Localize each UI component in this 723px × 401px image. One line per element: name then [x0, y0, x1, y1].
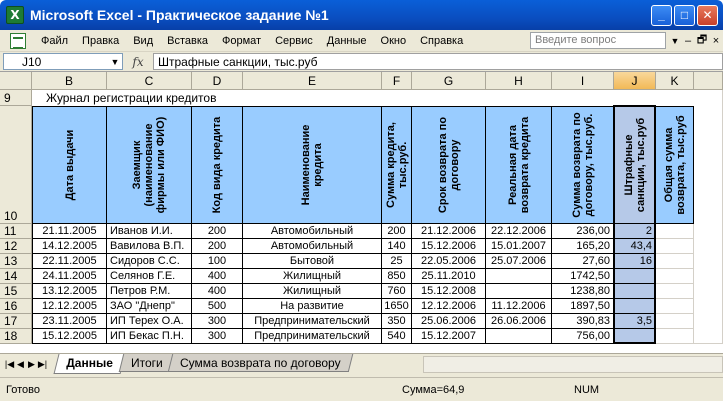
table-cell[interactable]: 24.11.2005 [32, 269, 107, 284]
select-all-corner[interactable] [0, 72, 32, 90]
table-cell[interactable]: 15.01.2007 [486, 239, 552, 254]
last-sheet-icon[interactable]: ▶| [37, 359, 48, 369]
table-cell[interactable] [656, 299, 694, 314]
table-cell[interactable]: ЗАО "Днепр" [107, 299, 192, 314]
table-cell[interactable]: Вавилова В.П. [107, 239, 192, 254]
formula-bar [0, 52, 723, 72]
table-cell[interactable] [486, 284, 552, 299]
menu-format[interactable]: Формат [222, 34, 262, 47]
table-cell[interactable] [614, 284, 656, 299]
table-cell[interactable]: 2 [614, 224, 656, 239]
table-cell[interactable]: 400 [192, 284, 243, 299]
header-text: Дата выдачи [63, 129, 76, 201]
header-cell-d[interactable] [192, 106, 243, 224]
header-text: Сумма возврата по договору, тыс.руб. [570, 112, 595, 218]
table-cell[interactable]: 43,4 [614, 239, 656, 254]
header-cell-i[interactable] [552, 106, 614, 224]
table-cell[interactable]: 165,20 [552, 239, 614, 254]
menu-tools[interactable]: Сервис [275, 34, 313, 47]
table-cell[interactable]: 23.11.2005 [32, 314, 107, 329]
table-cell[interactable]: 12.12.2006 [412, 299, 486, 314]
table-cell[interactable]: Автомобильный [243, 224, 382, 239]
sheet-tab-data[interactable]: Данные [54, 354, 126, 374]
table-cell[interactable]: 25.11.2010 [412, 269, 486, 284]
workbook-icon[interactable] [10, 33, 26, 49]
table-cell[interactable]: 850 [382, 269, 412, 284]
header-cell-g[interactable] [412, 106, 486, 224]
table-cell[interactable]: 200 [192, 239, 243, 254]
table-cell[interactable] [656, 269, 694, 284]
header-cell-h[interactable] [486, 106, 552, 224]
table-cell[interactable] [614, 329, 656, 344]
worksheet-grid[interactable] [0, 72, 723, 353]
table-cell[interactable]: ИП Бекас П.Н. [107, 329, 192, 344]
header-cell-f[interactable] [382, 106, 412, 224]
table-cell[interactable]: Предпринимательский [243, 329, 382, 344]
table-cell[interactable]: 13.12.2005 [32, 284, 107, 299]
table-cell[interactable] [656, 224, 694, 239]
horizontal-scrollbar[interactable] [423, 356, 723, 373]
table-cell[interactable]: 200 [382, 224, 412, 239]
status-sum: Сумма=64,9 [402, 383, 465, 396]
menu-view[interactable]: Вид [133, 34, 154, 47]
table-cell[interactable]: 350 [382, 314, 412, 329]
table-cell[interactable]: 400 [192, 269, 243, 284]
table-cell[interactable]: Селянов Г.Е. [107, 269, 192, 284]
table-cell[interactable] [656, 284, 694, 299]
table-cell[interactable]: Жилищный [243, 284, 382, 299]
row-header-14[interactable]: 14 [0, 269, 32, 284]
name-box[interactable] [3, 53, 123, 70]
table-cell[interactable]: 1742,50 [552, 269, 614, 284]
column-header-b[interactable]: B [32, 72, 107, 90]
table-cell[interactable]: 16 [614, 254, 656, 269]
doc-minimize-icon[interactable]: – [684, 34, 692, 47]
sheet-tabs-bar [0, 353, 723, 377]
menu-bar [0, 30, 723, 52]
table-cell[interactable]: 540 [382, 329, 412, 344]
table-cell[interactable]: 200 [192, 224, 243, 239]
doc-restore-icon[interactable]: 🗗 [696, 34, 708, 46]
table-cell[interactable]: Бытовой [243, 254, 382, 269]
table-cell[interactable]: На развитие [243, 299, 382, 314]
table-cell[interactable]: 15.12.2005 [32, 329, 107, 344]
table-cell[interactable]: 14.12.2005 [32, 239, 107, 254]
table-cell[interactable] [656, 239, 694, 254]
row-header-13[interactable]: 13 [0, 254, 32, 269]
table-cell[interactable]: 25.07.2006 [486, 254, 552, 269]
table-cell[interactable]: 15.12.2007 [412, 329, 486, 344]
row-header-12[interactable]: 12 [0, 239, 32, 254]
table-cell[interactable]: 21.12.2006 [412, 224, 486, 239]
next-sheet-icon[interactable]: ▶ [28, 359, 35, 369]
table-cell[interactable]: 760 [382, 284, 412, 299]
table-cell[interactable]: 300 [192, 329, 243, 344]
row-header-17[interactable]: 17 [0, 314, 32, 329]
table-cell[interactable] [486, 269, 552, 284]
table-cell[interactable]: 140 [382, 239, 412, 254]
table-cell[interactable]: 236,00 [552, 224, 614, 239]
column-header-k[interactable]: K [656, 72, 694, 90]
title-bar [0, 0, 723, 30]
table-cell[interactable]: Петров Р.М. [107, 284, 192, 299]
column-header-e[interactable]: E [243, 72, 382, 90]
status-num-lock: NUM [574, 383, 600, 396]
help-dropdown-icon[interactable]: ▼ [670, 35, 680, 46]
table-cell[interactable]: 3,5 [614, 314, 656, 329]
header-text: Наименование кредита [300, 124, 324, 206]
name-box-dropdown-icon[interactable]: ▼ [110, 56, 120, 67]
column-header-j[interactable]: J [614, 72, 656, 90]
formula-input[interactable]: Штрафные санкции, тыс.руб [153, 53, 723, 70]
table-cell[interactable]: Иванов И.И. [107, 224, 192, 239]
header-text: Срок возврата по договору [436, 116, 461, 214]
row-header-16[interactable]: 16 [0, 299, 32, 314]
table-cell[interactable]: 22.11.2005 [32, 254, 107, 269]
column-header-g[interactable]: G [412, 72, 486, 90]
header-text: Заемщик (наименование фирмы или ФИО) [131, 116, 167, 214]
close-button[interactable]: ✕ [697, 5, 718, 26]
column-header-d[interactable]: D [192, 72, 243, 90]
first-sheet-icon[interactable]: |◀ [4, 359, 15, 369]
sheet-tab-totals[interactable]: Итоги [118, 354, 174, 372]
table-cell[interactable] [614, 299, 656, 314]
column-header-c[interactable]: C [107, 72, 192, 90]
row-header-9[interactable]: 9 [0, 90, 32, 106]
table-cell[interactable]: 390,83 [552, 314, 614, 329]
sheet-tab-return-sum[interactable]: Сумма возврата по договору [168, 354, 353, 372]
status-ready: Готово [6, 383, 40, 396]
menu-edit[interactable]: Правка [82, 34, 120, 47]
window-title: Microsoft Excel - Практическое задание №1 [30, 7, 329, 23]
column-header-f[interactable]: F [382, 72, 412, 90]
header-cell-e[interactable] [243, 106, 382, 224]
name-box-value: J10 [22, 54, 42, 69]
header-cell-b[interactable] [32, 106, 107, 224]
table-cell[interactable]: 12.12.2005 [32, 299, 107, 314]
row-header-15[interactable]: 15 [0, 284, 32, 299]
menu-file[interactable]: Файл [41, 34, 69, 47]
table-cell[interactable]: ИП Терех О.А. [107, 314, 192, 329]
table-cell[interactable]: 22.12.2006 [486, 224, 552, 239]
column-header-h[interactable]: H [486, 72, 552, 90]
status-bar [0, 377, 723, 401]
table-cell[interactable]: 22.05.2006 [412, 254, 486, 269]
table-cell[interactable]: 21.11.2005 [32, 224, 107, 239]
table-cell[interactable]: 25 [382, 254, 412, 269]
table-cell[interactable]: Жилищный [243, 269, 382, 284]
menu-insert[interactable]: Вставка [167, 34, 209, 47]
table-cell[interactable]: 500 [192, 299, 243, 314]
menu-help[interactable]: Справка [420, 34, 464, 47]
sheet-title: Журнал регистрации кредитов [46, 91, 217, 105]
table-cell[interactable] [656, 254, 694, 269]
header-cell-j[interactable] [614, 106, 656, 224]
header-text: Код вида кредита [211, 116, 223, 214]
table-cell[interactable]: Автомобильный [243, 239, 382, 254]
table-cell[interactable]: 15.12.2008 [412, 284, 486, 299]
table-cell[interactable]: 100 [192, 254, 243, 269]
table-cell[interactable]: Сидоров С.С. [107, 254, 192, 269]
doc-close-icon[interactable]: × [712, 34, 720, 47]
row-header-18[interactable]: 18 [0, 329, 32, 344]
column-header-i[interactable]: I [552, 72, 614, 90]
header-text: Сумма кредита, тыс.руб. [384, 122, 409, 208]
row-header-11[interactable]: 11 [0, 224, 32, 239]
table-cell[interactable]: 25.06.2006 [412, 314, 486, 329]
excel-icon[interactable]: X [6, 6, 24, 24]
table-cell[interactable]: 27,60 [552, 254, 614, 269]
maximize-button[interactable]: □ [674, 5, 695, 26]
minimize-button[interactable]: _ [651, 5, 672, 26]
table-cell[interactable]: 26.06.2006 [486, 314, 552, 329]
table-cell[interactable]: 756,00 [552, 329, 614, 344]
table-cell[interactable] [614, 269, 656, 284]
table-cell[interactable]: 1650 [382, 299, 412, 314]
table-cell[interactable]: 11.12.2006 [486, 299, 552, 314]
table-cell[interactable] [656, 329, 694, 344]
empty-column-edge [694, 90, 723, 344]
table-cell[interactable] [486, 329, 552, 344]
table-cell[interactable]: 1897,50 [552, 299, 614, 314]
table-cell[interactable]: 15.12.2006 [412, 239, 486, 254]
prev-sheet-icon[interactable]: ◀ [17, 359, 24, 369]
table-cell[interactable]: 1238,80 [552, 284, 614, 299]
help-search-input[interactable]: Введите вопрос [530, 32, 666, 49]
column-header-edge [694, 72, 723, 90]
table-cell[interactable]: Предпринимательский [243, 314, 382, 329]
header-cell-c[interactable] [107, 106, 192, 224]
header-cell-k[interactable] [656, 106, 694, 224]
fx-icon[interactable]: fx [132, 54, 144, 69]
table-cell[interactable]: 300 [192, 314, 243, 329]
table-cell[interactable] [656, 314, 694, 329]
header-text: Реальная дата возврата кредита [506, 116, 531, 214]
header-text: Штрафные санкции, тыс.руб [622, 117, 647, 213]
menu-window[interactable]: Окно [380, 34, 407, 47]
header-text: Общая сумма возврата, тыс.руб [662, 115, 687, 215]
menu-data[interactable]: Данные [326, 34, 367, 47]
row-header-10[interactable]: 10 [0, 106, 32, 224]
